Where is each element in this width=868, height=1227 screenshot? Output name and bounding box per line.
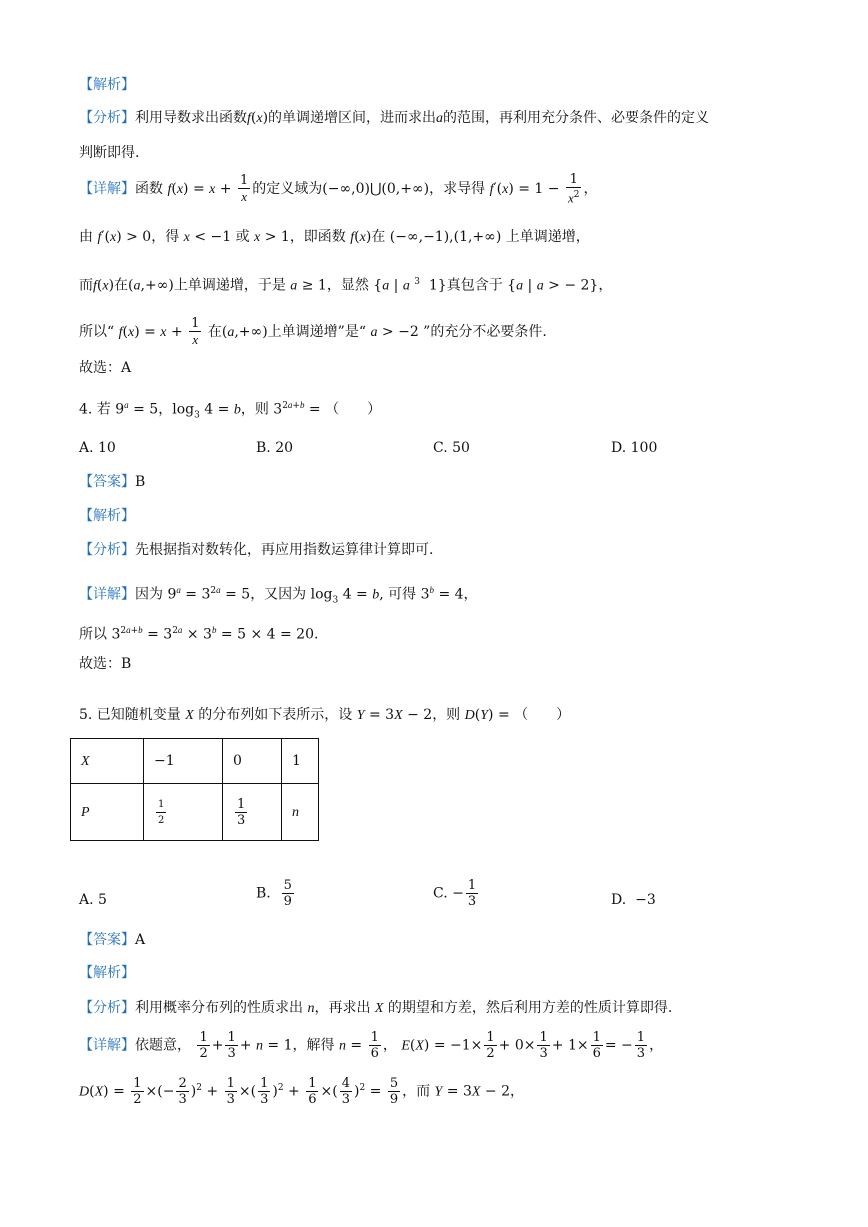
table-cell: 1 (282, 739, 319, 784)
table-cell: n (282, 784, 319, 841)
q3-answer: 故选：A (79, 360, 132, 376)
q5-detail-1: 【详解】依题意， $\frac{1}{2}$ + $\frac{1}{3}$ + n = 1，解得 n = $\frac{1}{6}$ ， E(X) = −1× $\frac{1}{2}$ + 0× $\frac{1}{3}$ + 1× $\frac{1}{6}$ = − $\frac{1}{3}$ ， (79, 1030, 664, 1061)
jiexi-heading-q3: 【解析】 (79, 77, 135, 93)
table-cell: X (71, 739, 144, 784)
q3-detail-3: 而f(x)在(a,+∞)上单调递增，于是 a ≥ 1，显然 {a | a $^3$ 1}真包含于 {a | a > − 2}， (79, 277, 613, 294)
q4-choice-d: D. 100 (611, 440, 658, 456)
table-cell: 0 (223, 739, 282, 784)
q3-detail-1: 【详解】函数 f(x) = x + $\frac{1}{x}$ 的定义域为(−∞,0)⋃(0,+∞)，求导得 f′(x) = 1 − $\frac{1}{x^2}$ ， (79, 172, 598, 206)
q4-answer: 【答案】B (79, 474, 146, 490)
q4-choice-a: A. 10 (79, 440, 116, 456)
q4-analysis: 【分析】先根据指对数转化，再应用指数运算律计算即可. (79, 542, 434, 558)
table-cell: $\frac{1}{2}$ (144, 784, 223, 841)
q5-choice-c: C. − $\frac{1}{3}$ (433, 878, 477, 909)
distribution-table (70, 738, 319, 841)
q3-analysis: 【分析】利用导数求出函数f(x)的单调递增区间，进而求出a的范围，再利用充分条件、必要条件的定义 (79, 110, 710, 126)
q4-detail-1: 【详解】因为 $9^a = 3^{2a} = 5$，又因为 $\log_3 4 = b$, 可得 $3^b = 4$， (79, 585, 478, 606)
table-cell: P (71, 784, 144, 841)
q5-choice-a: A. 5 (79, 892, 107, 908)
q4-final: 故选：B (79, 656, 132, 672)
q5-analysis: 【分析】利用概率分布列的性质求出 n，再求出 X 的期望和方差，然后利用方差的性质计算即得. (79, 1000, 673, 1016)
q3-detail-4: 所以“ f(x) = x + $\frac{1}{x}$ 在(a,+∞)上单调递增”是“ a > −2 ”的充分不必要条件. (79, 316, 547, 347)
q5-choice-b: B. $\frac{5}{9}$ (256, 878, 292, 909)
q3-analysis-cont: 判断即得. (79, 145, 140, 161)
q5-choice-d: D. −3 (611, 892, 656, 908)
jiexi-heading-q5: 【解析】 (79, 965, 135, 981)
q4-choice-c: C. 50 (433, 440, 470, 456)
q5-answer: 【答案】A (79, 932, 146, 948)
jiexi-heading-q4: 【解析】 (79, 508, 135, 524)
q5-detail-2: D(X) = $\frac{1}{2}$ ×(− $\frac{2}{3}$ )$^2$ + $\frac{1}{3}$ ×( $\frac{1}{3}$ )$^2$ + $\frac{1}{6}$ ×( $\frac{4}{3}$ )$^2$ = $\frac{5}{9}$ ，而 Y = 3X − 2， (79, 1076, 524, 1107)
table-cell: $\frac{1}{3}$ (223, 784, 282, 841)
q5-stem: 5. 已知随机变量 X 的分布列如下表所示，设 Y = 3X − 2，则 D(Y) = （ ） (79, 707, 571, 723)
q3-detail-2: 由 f′(x) > 0，得 x < −1 或 x > 1，即函数 f(x)在 (−∞,−1),(1,+∞) 上单调递增， (79, 229, 590, 245)
table-cell: −1 (144, 739, 223, 784)
q4-detail-2: 所以 $3^{2a+b} = 3^{2a} \times 3^b = 5 \times 4 = 20$. (79, 625, 319, 643)
q4-stem: 4. 若 $9^a = 5$，$\log_3 4 = b$，则 $3^{2a+b}$ = （ ） (79, 400, 382, 421)
q4-choice-b: B. 20 (256, 440, 294, 456)
